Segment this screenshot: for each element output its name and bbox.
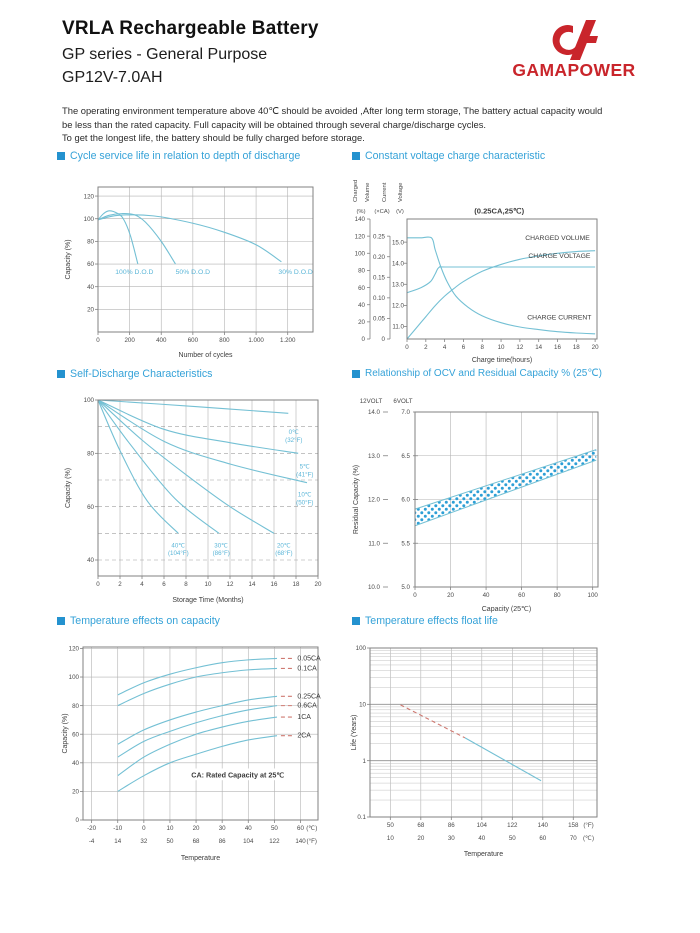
svg-text:40: 40 (482, 592, 490, 599)
svg-text:120: 120 (83, 193, 94, 201)
svg-text:0.25: 0.25 (372, 233, 385, 241)
svg-text:50: 50 (166, 838, 174, 845)
svg-text:40: 40 (87, 283, 94, 291)
svg-text:Volume: Volume (365, 182, 371, 202)
svg-text:0.6CA: 0.6CA (297, 702, 317, 710)
svg-text:2CA: 2CA (297, 732, 311, 740)
svg-text:140: 140 (295, 838, 306, 845)
svg-text:20: 20 (417, 835, 425, 842)
svg-text:2: 2 (424, 344, 428, 351)
svg-text:80: 80 (87, 450, 94, 458)
section-heading-label: Temperature effects float life (365, 615, 498, 627)
svg-text:30: 30 (218, 825, 226, 832)
brand-mark-icon (543, 20, 605, 60)
svg-text:11.0: 11.0 (368, 540, 380, 548)
svg-text:12VOLT: 12VOLT (359, 398, 383, 405)
svg-text:50% D.O.D: 50% D.O.D (175, 268, 211, 276)
svg-text:0: 0 (142, 825, 146, 832)
intro-paragraph (62, 104, 668, 145)
svg-text:0: 0 (361, 336, 365, 344)
svg-text:-4: -4 (88, 838, 95, 845)
svg-text:12: 12 (226, 581, 234, 588)
svg-text:122: 122 (269, 838, 280, 845)
svg-text:16: 16 (270, 581, 278, 588)
section-marker-icon (57, 370, 65, 378)
svg-text:CHARGE CURRENT: CHARGE CURRENT (527, 314, 592, 322)
svg-text:10: 10 (359, 701, 366, 709)
svg-text:(℃): (℃) (306, 825, 318, 832)
svg-text:CHARGED VOLUME: CHARGED VOLUME (525, 234, 590, 242)
chart-constant-voltage-charge (350, 170, 690, 365)
svg-text:Capacity (25℃): Capacity (25℃) (481, 606, 532, 613)
svg-text:13.0: 13.0 (391, 281, 404, 289)
svg-text:Charged: Charged (353, 179, 359, 202)
heading-temp-float-life (352, 615, 498, 627)
svg-text:6.5: 6.5 (401, 452, 410, 460)
svg-text:120: 120 (68, 645, 79, 653)
svg-text:Charge time(hours): Charge time(hours) (471, 357, 533, 364)
section-marker-icon (352, 370, 360, 378)
svg-text:104: 104 (476, 822, 487, 829)
svg-text:30: 30 (447, 835, 455, 842)
svg-text:14: 14 (248, 581, 256, 588)
svg-text:1: 1 (362, 757, 366, 765)
svg-text:14: 14 (535, 344, 543, 351)
svg-text:4: 4 (140, 581, 144, 588)
svg-text:(×CA): (×CA) (374, 209, 390, 215)
svg-text:14.0: 14.0 (367, 409, 380, 417)
svg-text:8: 8 (480, 344, 484, 351)
svg-text:20℃: 20℃ (276, 542, 291, 550)
svg-text:40℃: 40℃ (171, 542, 186, 550)
brand-logo (490, 20, 658, 81)
svg-text:CHARGE VOLTAGE: CHARGE VOLTAGE (528, 252, 591, 260)
svg-text:200: 200 (124, 337, 135, 344)
heading-cycle-life (57, 150, 300, 162)
svg-text:80: 80 (553, 592, 561, 599)
svg-text:0: 0 (381, 336, 385, 344)
series-subtitle: GP series - General Purpose (62, 46, 268, 63)
section-heading-label: Cycle service life in relation to depth of discharge (70, 150, 301, 162)
svg-text:0.05: 0.05 (372, 315, 385, 323)
svg-text:400: 400 (156, 337, 167, 344)
svg-text:(°F): (°F) (583, 822, 594, 829)
svg-text:0.25CA: 0.25CA (297, 693, 321, 701)
svg-text:32: 32 (140, 838, 148, 845)
svg-text:(℃): (℃) (582, 835, 595, 842)
svg-text:1CA: 1CA (297, 714, 311, 722)
svg-text:-10: -10 (113, 825, 123, 832)
chart-temperature-capacity (57, 632, 349, 880)
svg-text:(%): (%) (356, 209, 366, 215)
page-title: VRLA Rechargeable Battery (62, 18, 319, 39)
svg-text:6VOLT: 6VOLT (393, 398, 413, 405)
heading-temp-capacity (57, 615, 220, 627)
svg-text:60: 60 (72, 731, 79, 739)
svg-text:40: 40 (87, 557, 94, 565)
svg-text:60: 60 (87, 503, 94, 511)
section-heading-label: Self-Discharge Characteristics (70, 368, 213, 380)
svg-text:0.10: 0.10 (372, 295, 385, 303)
svg-text:6: 6 (162, 581, 166, 588)
svg-text:50: 50 (508, 835, 516, 842)
svg-text:60: 60 (87, 261, 94, 269)
section-marker-icon (352, 152, 360, 160)
svg-text:158: 158 (568, 822, 579, 829)
svg-text:40: 40 (478, 835, 486, 842)
heading-ocv-residual (352, 368, 602, 379)
svg-text:14.0: 14.0 (391, 260, 404, 268)
svg-text:14: 14 (114, 838, 122, 845)
svg-text:0.1CA: 0.1CA (297, 665, 317, 673)
svg-text:Temperature: Temperature (463, 851, 504, 858)
svg-text:100: 100 (587, 592, 598, 599)
svg-text:Capacity (%): Capacity (%) (65, 467, 72, 509)
svg-text:(50°F): (50°F) (296, 499, 314, 507)
svg-text:120: 120 (354, 233, 365, 241)
section-marker-icon (57, 152, 65, 160)
svg-text:20: 20 (87, 306, 94, 314)
svg-text:(0.25CA,25℃): (0.25CA,25℃) (474, 206, 525, 216)
svg-text:8: 8 (184, 581, 188, 588)
svg-text:100: 100 (68, 674, 79, 682)
svg-text:-20: -20 (87, 825, 97, 832)
svg-text:5.0: 5.0 (401, 584, 410, 592)
svg-text:0.20: 0.20 (372, 253, 385, 261)
svg-text:100: 100 (355, 645, 366, 653)
svg-text:600: 600 (187, 337, 199, 344)
svg-text:4: 4 (442, 344, 447, 351)
svg-text:0: 0 (413, 592, 417, 599)
heading-self-discharge (57, 368, 212, 380)
svg-text:68: 68 (192, 838, 200, 845)
svg-text:7.0: 7.0 (401, 409, 410, 417)
svg-text:80: 80 (358, 267, 365, 275)
svg-text:86: 86 (218, 838, 226, 845)
svg-text:18: 18 (572, 344, 580, 351)
intro-line: be less than the rated capacity. Full capacity will be obtained through several charge/discharge cycles. (62, 118, 487, 130)
svg-text:0: 0 (96, 581, 100, 588)
svg-text:20: 20 (192, 825, 200, 832)
svg-text:104: 104 (243, 838, 254, 845)
svg-text:20: 20 (358, 319, 365, 327)
section-heading-label: Temperature effects on capacity (70, 615, 220, 627)
svg-text:30℃: 30℃ (214, 542, 229, 550)
heading-cv-charge (352, 150, 545, 162)
chart-cycle-service-life (57, 170, 345, 365)
svg-text:Storage Time (Months): Storage Time (Months) (172, 597, 244, 604)
svg-text:1.000: 1.000 (248, 337, 264, 344)
svg-text:2: 2 (118, 581, 122, 588)
svg-text:122: 122 (507, 822, 518, 829)
svg-text:6.0: 6.0 (401, 496, 410, 504)
svg-text:100: 100 (354, 250, 365, 258)
svg-text:(41°F): (41°F) (296, 471, 314, 479)
svg-text:10: 10 (166, 825, 174, 832)
svg-text:11.0: 11.0 (392, 323, 404, 331)
svg-text:20: 20 (72, 788, 79, 796)
svg-text:Life (Years): Life (Years) (351, 714, 358, 751)
svg-text:(86°F): (86°F) (212, 550, 230, 558)
svg-text:140: 140 (537, 822, 548, 829)
intro-line: To get the longest life, the battery should be fully charged before storage. (62, 132, 365, 144)
svg-text:0: 0 (405, 344, 409, 351)
svg-text:6: 6 (461, 344, 466, 351)
svg-text:0.15: 0.15 (372, 274, 385, 282)
svg-text:15.0: 15.0 (391, 239, 404, 247)
brand-name: GAMAPOWER (512, 60, 636, 80)
svg-text:5℃: 5℃ (299, 463, 310, 471)
svg-text:10: 10 (497, 344, 505, 351)
svg-text:40: 40 (72, 760, 79, 768)
model-subtitle: GP12V-7.0AH (62, 69, 163, 86)
svg-text:20: 20 (447, 592, 454, 599)
svg-text:20: 20 (591, 344, 599, 351)
svg-text:13.0: 13.0 (367, 452, 380, 460)
svg-text:Voltage: Voltage (398, 182, 404, 202)
section-marker-icon (57, 617, 65, 625)
svg-text:CA: Rated Capacity at 25℃: CA: Rated Capacity at 25℃ (191, 770, 285, 780)
svg-text:Number of cycles: Number of cycles (178, 352, 233, 359)
svg-text:(104°F): (104°F) (167, 550, 189, 558)
svg-text:18: 18 (292, 581, 300, 588)
svg-text:0.1: 0.1 (357, 814, 366, 822)
intro-line: The operating environment temperature above 40℃ should be avoided ,After long term storage, The battery actual capacity would (62, 105, 603, 116)
svg-text:0.05CA: 0.05CA (297, 655, 321, 663)
svg-text:(68°F): (68°F) (275, 550, 293, 558)
svg-text:12.0: 12.0 (391, 302, 404, 310)
svg-text:10.0: 10.0 (367, 584, 380, 592)
svg-text:40: 40 (358, 301, 365, 309)
svg-text:140: 140 (354, 216, 365, 224)
section-heading-label: Relationship of OCV and Residual Capacity % (25℃) (365, 368, 602, 379)
svg-text:60: 60 (297, 825, 304, 832)
svg-text:68: 68 (417, 822, 425, 829)
svg-text:50: 50 (386, 822, 394, 829)
svg-text:100% D.O.D: 100% D.O.D (115, 268, 154, 276)
svg-text:30% D.O.D: 30% D.O.D (278, 268, 313, 276)
svg-text:800: 800 (219, 337, 230, 344)
chart-ocv-residual-capacity (350, 385, 690, 613)
svg-text:100: 100 (83, 215, 94, 223)
chart-self-discharge (57, 385, 345, 613)
svg-text:(°F): (°F) (306, 838, 317, 845)
section-heading-label: Constant voltage charge characteristic (365, 150, 546, 162)
svg-text:50: 50 (270, 825, 278, 832)
svg-text:Residual Capacity (%): Residual Capacity (%) (353, 464, 360, 535)
svg-text:80: 80 (87, 238, 94, 246)
section-marker-icon (352, 617, 360, 625)
svg-text:80: 80 (72, 702, 79, 710)
svg-text:16: 16 (554, 344, 561, 351)
svg-text:60: 60 (518, 592, 526, 599)
svg-text:5.5: 5.5 (401, 540, 410, 548)
svg-text:Capacity (%): Capacity (%) (62, 713, 69, 754)
svg-text:86: 86 (447, 822, 455, 829)
chart-temperature-float-life (350, 632, 690, 880)
svg-text:20: 20 (314, 581, 322, 588)
svg-text:60: 60 (539, 835, 547, 842)
svg-text:60: 60 (358, 284, 365, 292)
svg-text:100: 100 (83, 397, 94, 405)
svg-text:0: 0 (96, 337, 100, 344)
svg-text:(32°F): (32°F) (285, 436, 303, 444)
svg-text:12: 12 (516, 344, 524, 351)
svg-text:0: 0 (75, 817, 79, 825)
svg-text:10: 10 (204, 581, 212, 588)
svg-text:40: 40 (244, 825, 252, 832)
svg-text:Capacity (%): Capacity (%) (65, 239, 72, 280)
svg-text:1.200: 1.200 (279, 337, 296, 344)
svg-text:(V): (V) (396, 209, 404, 215)
svg-text:Temperature: Temperature (180, 855, 221, 862)
svg-text:10℃: 10℃ (297, 491, 312, 499)
svg-text:70: 70 (569, 835, 577, 842)
svg-text:10: 10 (386, 835, 394, 842)
svg-text:12.0: 12.0 (367, 496, 380, 504)
svg-text:Current: Current (382, 182, 388, 202)
svg-text:0℃: 0℃ (288, 429, 299, 436)
